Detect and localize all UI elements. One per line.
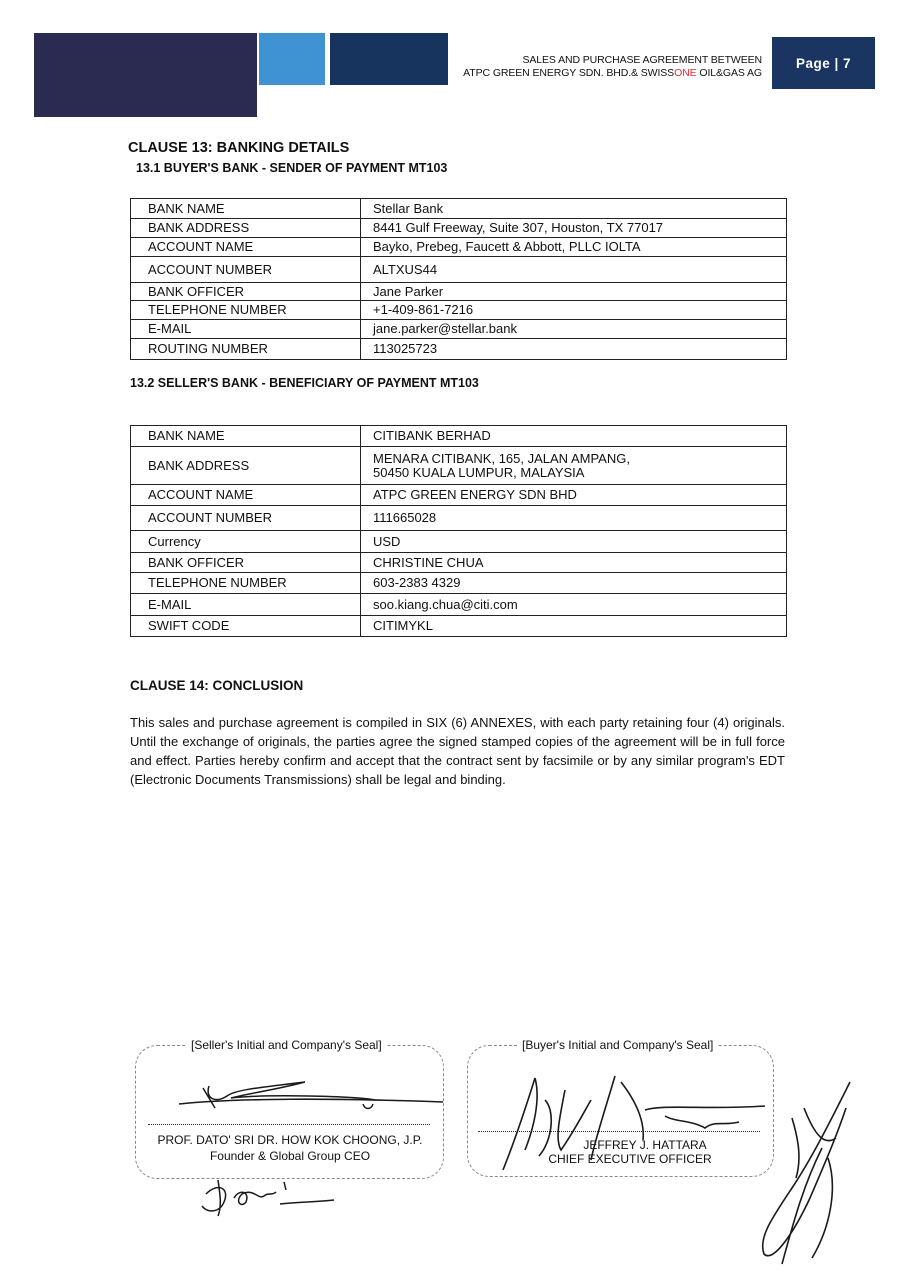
- field-value: USD: [361, 531, 787, 553]
- field-label: ACCOUNT NAME: [131, 238, 361, 257]
- document-header-title: [463, 54, 762, 80]
- field-value: Bayko, Prebeg, Faucett & Abbott, PLLC IOLTA: [361, 238, 787, 257]
- field-value: [361, 447, 787, 485]
- seller-signatory-title: Founder & Global Group CEO: [209, 1149, 371, 1163]
- buyer-signatory-title: CHIEF EXECUTIVE OFFICER: [548, 1152, 712, 1166]
- seller-seal-label: [Seller's Initial and Company's Seal]: [186, 1038, 387, 1052]
- header-logo-band-blue: [259, 33, 325, 85]
- buyer-signature: [495, 1070, 775, 1180]
- field-value: soo.kiang.chua@citi.com: [361, 594, 787, 616]
- table-row: [131, 199, 787, 219]
- table-row: [131, 301, 787, 320]
- buyer-signatory-name: JEFFREY J. HATTARA: [583, 1138, 707, 1152]
- field-value: CITIBANK BERHAD: [361, 426, 787, 447]
- field-label: TELEPHONE NUMBER: [131, 573, 361, 594]
- field-value: 8441 Gulf Freeway, Suite 307, Houston, TX 77017: [361, 219, 787, 238]
- field-label: BANK NAME: [131, 426, 361, 447]
- header-title-line1: SALES AND PURCHASE AGREEMENT BETWEEN: [522, 54, 762, 66]
- header-title-line2: ATPC GREEN ENERGY SDN. BHD.& SWISSONE OIL&GAS AG: [463, 67, 762, 79]
- field-label: E-MAIL: [131, 320, 361, 339]
- table-row: [131, 447, 787, 485]
- buyer-seal-label: [Buyer's Initial and Company's Seal]: [517, 1038, 718, 1052]
- field-label: BANK NAME: [131, 199, 361, 219]
- field-value: +1-409-861-7216: [361, 301, 787, 320]
- clause-14-title: CLAUSE 14: CONCLUSION: [130, 678, 304, 693]
- field-value: jane.parker@stellar.bank: [361, 320, 787, 339]
- field-label: BANK ADDRESS: [131, 219, 361, 238]
- page-number-badge: Page | 7: [772, 37, 875, 89]
- field-value: ALTXUS44: [361, 257, 787, 283]
- seller-bank-title: 13.2 SELLER'S BANK - BENEFICIARY OF PAYMENT MT103: [130, 376, 479, 390]
- seller-signature: [175, 1068, 450, 1118]
- buyer-bank-table: [130, 198, 787, 360]
- seller-initials: [198, 1172, 338, 1222]
- table-row: [131, 219, 787, 238]
- field-label: TELEPHONE NUMBER: [131, 301, 361, 320]
- header-logo-band-dark: [34, 33, 257, 117]
- field-value: CITIMYKL: [361, 616, 787, 637]
- field-label: Currency: [131, 531, 361, 553]
- field-label: E-MAIL: [131, 594, 361, 616]
- table-row: [131, 485, 787, 506]
- field-label: BANK OFFICER: [131, 553, 361, 573]
- seller-bank-table: [130, 425, 787, 637]
- conclusion-paragraph: This sales and purchase agreement is compiled in SIX (6) ANNEXES, with each party retaining four (4) originals. Until the exchange of originals, the parties agree the signed stamped copies of the agreement will be in full force and effect. Parties hereby confirm and accept that the contract sent by facsimile or by any similar program's EDT (Electronic Documents Transmissions) shall be legal and binding.: [130, 715, 785, 787]
- table-row: [131, 531, 787, 553]
- field-value: CHRISTINE CHUA: [361, 553, 787, 573]
- buyer-initials: [752, 1078, 862, 1268]
- field-label: ACCOUNT NUMBER: [131, 257, 361, 283]
- field-label: BANK OFFICER: [131, 283, 361, 301]
- field-label: BANK ADDRESS: [131, 447, 361, 485]
- field-value: Stellar Bank: [361, 199, 787, 219]
- table-row: [131, 320, 787, 339]
- table-row: [131, 426, 787, 447]
- field-value: Jane Parker: [361, 283, 787, 301]
- field-value-line: MENARA CITIBANK, 165, JALAN AMPANG,: [373, 450, 630, 466]
- field-value-line: 50450 KUALA LUMPUR, MALAYSIA: [373, 464, 585, 480]
- header-logo-band-navy: [330, 33, 448, 85]
- table-row: [131, 506, 787, 531]
- field-label: ACCOUNT NUMBER: [131, 506, 361, 531]
- table-row: [131, 339, 787, 360]
- field-label: ACCOUNT NAME: [131, 485, 361, 506]
- table-row: [131, 594, 787, 616]
- table-row: [131, 616, 787, 637]
- table-row: [131, 238, 787, 257]
- seller-signatory-name: PROF. DATO' SRI DR. HOW KOK CHOONG, J.P.: [157, 1133, 423, 1147]
- seller-signature-line: [148, 1124, 430, 1125]
- field-value: ATPC GREEN ENERGY SDN BHD: [361, 485, 787, 506]
- field-label: SWIFT CODE: [131, 616, 361, 637]
- field-value: 111665028: [361, 506, 787, 531]
- field-value: 603-2383 4329: [361, 573, 787, 594]
- table-row: [131, 573, 787, 594]
- table-row: [131, 553, 787, 573]
- field-label: ROUTING NUMBER: [131, 339, 361, 360]
- clause-13-title: CLAUSE 13: BANKING DETAILS: [128, 140, 350, 156]
- header-title-accent: ONE: [674, 67, 697, 79]
- field-value: 113025723: [361, 339, 787, 360]
- table-row: [131, 283, 787, 301]
- buyer-bank-title: 13.1 BUYER'S BANK - SENDER OF PAYMENT MT103: [136, 161, 448, 175]
- table-row: [131, 257, 787, 283]
